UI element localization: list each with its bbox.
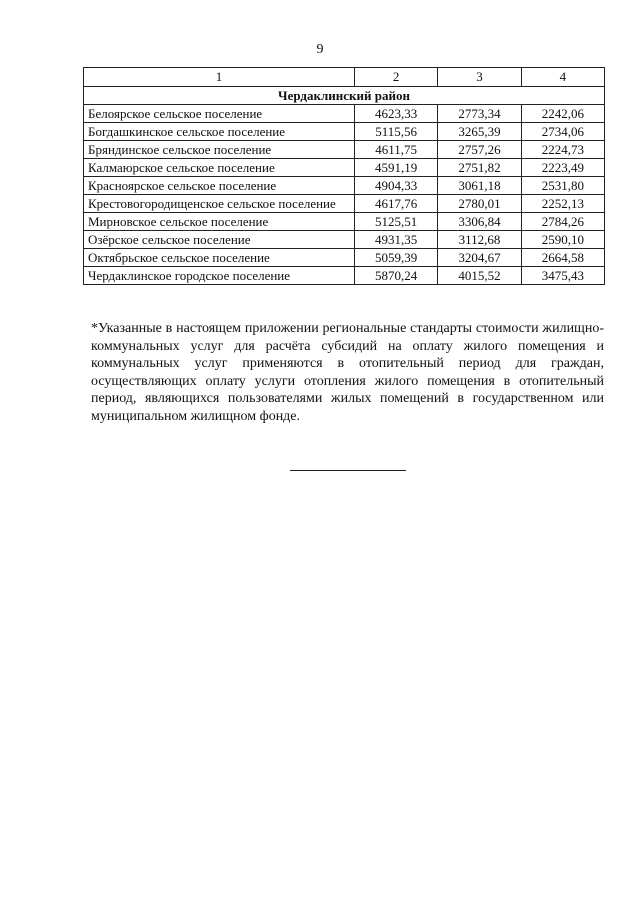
settlement-name-cell: Бряндинское сельское поселение — [84, 141, 355, 159]
column-header-3: 3 — [438, 68, 521, 87]
settlement-name-cell: Октябрьское сельское поселение — [84, 249, 355, 267]
column-header-1: 1 — [84, 68, 355, 87]
value-col-4-cell: 2734,06 — [521, 123, 604, 141]
settlement-name-cell: Озёрское сельское поселение — [84, 231, 355, 249]
footnote-text: *Указанные в настоящем приложении региональные стандарты стоимости жилищно-коммунальных услуг для расчёта субсидий на оплату жилого помещения и коммунальных услуг применяются в отопительный период для граждан, осуществляющих оплату услуги отопления жилого помещения в отопительный период, являющихся пользователями жилых помещений в государственном или муниципальном жилищном фонде. — [91, 321, 604, 424]
settlement-name-cell: Чердаклинское городское поселение — [84, 267, 355, 285]
value-col-3-cell: 3306,84 — [438, 213, 521, 231]
section-row — [84, 87, 605, 105]
value-col-4-cell: 2242,06 — [521, 105, 604, 123]
value-col-4-cell: 3475,43 — [521, 267, 604, 285]
table-header-row — [84, 68, 605, 87]
table-row — [84, 231, 605, 249]
value-col-2-cell: 4591,19 — [355, 159, 438, 177]
value-col-3-cell: 2751,82 — [438, 159, 521, 177]
value-col-3-cell: 2773,34 — [438, 105, 521, 123]
settlement-name-cell: Калмаюрское сельское поселение — [84, 159, 355, 177]
settlement-name-cell: Мирновское сельское поселение — [84, 213, 355, 231]
column-header-2: 2 — [355, 68, 438, 87]
value-col-4-cell: 2224,73 — [521, 141, 604, 159]
value-col-2-cell: 4931,35 — [355, 231, 438, 249]
table-row — [84, 195, 605, 213]
settlement-name-cell: Белоярское сельское поселение — [84, 105, 355, 123]
value-col-4-cell: 2590,10 — [521, 231, 604, 249]
value-col-4-cell: 2223,49 — [521, 159, 604, 177]
value-col-4-cell: 2664,58 — [521, 249, 604, 267]
value-col-2-cell: 5059,39 — [355, 249, 438, 267]
value-col-2-cell: 4904,33 — [355, 177, 438, 195]
column-header-4: 4 — [521, 68, 604, 87]
value-col-2-cell: 5870,24 — [355, 267, 438, 285]
value-col-2-cell: 5125,51 — [355, 213, 438, 231]
value-col-4-cell: 2252,13 — [521, 195, 604, 213]
value-col-4-cell: 2784,26 — [521, 213, 604, 231]
section-title: Чердаклинский район — [84, 87, 605, 105]
closing-rule — [290, 470, 406, 471]
value-col-3-cell: 2780,01 — [438, 195, 521, 213]
page-number: 9 — [316, 42, 324, 57]
settlement-name-cell: Богдашкинское сельское поселение — [84, 123, 355, 141]
table-row — [84, 123, 605, 141]
value-col-2-cell: 5115,56 — [355, 123, 438, 141]
value-col-3-cell: 3061,18 — [438, 177, 521, 195]
value-col-2-cell: 4617,76 — [355, 195, 438, 213]
value-col-2-cell: 4623,33 — [355, 105, 438, 123]
value-col-3-cell: 3112,68 — [438, 231, 521, 249]
table-row — [84, 141, 605, 159]
table-row — [84, 159, 605, 177]
settlement-name-cell: Красноярское сельское поселение — [84, 177, 355, 195]
table-row — [84, 267, 605, 285]
table-row — [84, 249, 605, 267]
value-col-4-cell: 2531,80 — [521, 177, 604, 195]
table-row — [84, 105, 605, 123]
table-row — [84, 213, 605, 231]
settlement-name-cell: Крестовогородищенское сельское поселение — [84, 195, 355, 213]
value-col-3-cell: 4015,52 — [438, 267, 521, 285]
value-col-3-cell: 3204,67 — [438, 249, 521, 267]
value-col-3-cell: 2757,26 — [438, 141, 521, 159]
cost-standards-table — [83, 67, 605, 285]
table-row — [84, 177, 605, 195]
value-col-3-cell: 3265,39 — [438, 123, 521, 141]
value-col-2-cell: 4611,75 — [355, 141, 438, 159]
